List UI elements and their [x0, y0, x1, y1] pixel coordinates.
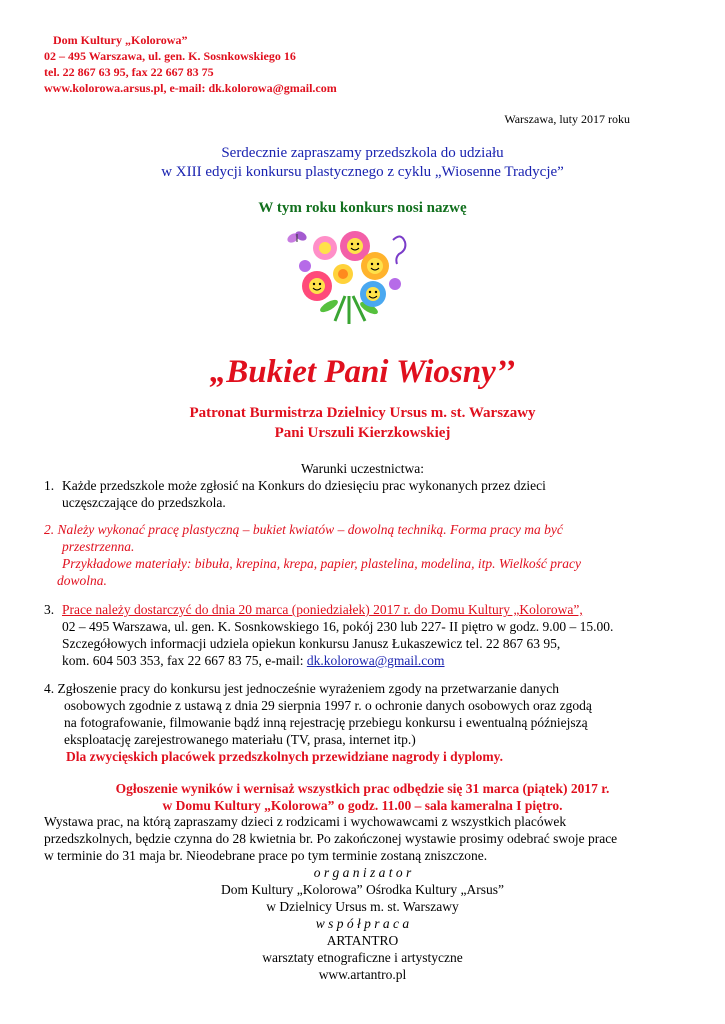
conditions-heading: Warunki uczestnictwa:	[301, 461, 424, 476]
organizer-line-1: Dom Kultury „Kolorowa” Ośrodka Kultury „Arsus”	[220, 882, 505, 897]
cond2-line-2: przestrzenna.	[62, 539, 135, 554]
cond4-line-3: na fotografowanie, filmowanie bądź inną rejestrację przebiegu konkursu i ewentualną późniejszą	[64, 715, 588, 730]
organizer-line-2: w Dzielnicy Ursus m. st. Warszawy	[266, 899, 459, 914]
date-line: Warszawa, luty 2017 roku	[504, 112, 630, 126]
patronage-line-2: Pani Urszuli Kierzkowskiej	[274, 425, 451, 441]
cond3-line-4	[62, 652, 445, 669]
cond4-line-1: 4. Zgłoszenie pracy do konkursu jest jednocześnie wyrażeniem zgody na przetwarzanie danych	[44, 681, 560, 696]
exhibition-line-2: przedszkolnych, będzie czynna do 28 kwietnia br. Po zakończonej wystawie prosimy odebrać swoje prace	[44, 831, 618, 846]
cond1-line-1: Każde przedszkole może zgłosić na Konkurs do dziesięciu prac wykonanych przez dzieci	[62, 478, 546, 493]
header-phone-fax: tel. 22 867 63 95, fax 22 667 83 75	[44, 65, 214, 79]
cooperation-label: w s p ó ł p r a c a	[315, 916, 410, 931]
cond3-number: 3.	[44, 602, 55, 617]
header-web-email[interactable]: www.kolorowa.arsus.pl, e-mail: dk.kolorowa@gmail.com	[44, 81, 337, 95]
butterfly-icon	[286, 230, 308, 245]
cond3-line-3: Szczegółowych informacji udziela opiekun konkursu Janusz Łukaszewicz tel. 22 867 63 95,	[62, 636, 561, 651]
cond4-prizes: Dla zwycięskich placówek przedszkolnych przewidziane nagrody i dyplomy.	[66, 749, 504, 764]
cond2-line-4: dowolna.	[57, 573, 107, 588]
invite-line-1: Serdecznie zapraszamy przedszkola do udziału	[221, 145, 504, 161]
question-mark-swirl-icon	[393, 236, 405, 264]
organizer-label: o r g a n i z a t o r	[313, 865, 412, 880]
cond4-line-4: eksploatację zarejestrowanego materiału (TV, prasa, internet itp.)	[64, 732, 416, 747]
header-address: 02 – 495 Warszawa, ul. gen. K. Sosnkowskiego 16	[44, 49, 296, 63]
cond3-line-4-prefix: kom. 604 503 353, fax 22 667 83 75, e-mail:	[62, 653, 307, 668]
cond1-line-2: uczęszczające do przedszkola.	[62, 495, 226, 510]
cond3-line-2: 02 – 495 Warszawa, ul. gen. K. Sosnkowskiego 16, pokój 230 lub 227- II piętro w godz. 9.00 – 15.00.	[62, 619, 614, 634]
cond2-line-1: 2. Należy wykonać pracę plastyczną – bukiet kwiatów – dowolną techniką. Forma pracy ma być	[44, 522, 563, 537]
exhibition-line-1: Wystawa prac, na którą zapraszamy dzieci z rodzicami i wychowawcami z wszystkich placówek	[44, 814, 567, 829]
contact-email-link[interactable]: dk.kolorowa@gmail.com	[306, 653, 445, 668]
results-line-1: Ogłoszenie wyników i wernisaż wszystkich prac odbędzie się 31 marca (piątek) 2017 r.	[115, 781, 610, 796]
cooperation-website[interactable]: www.artantro.pl	[318, 967, 407, 982]
invite-line-2: w XIII edycji konkursu plastycznego z cyklu „Wiosenne Tradycje”	[161, 164, 564, 180]
cond4-line-2: osobowych zgodnie z ustawą z dnia 29 sierpnia 1997 r. o ochronie danych osobowych oraz zgodą	[64, 698, 592, 713]
flower-bouquet-clipart	[285, 226, 415, 326]
cond3-line-1: Prace należy dostarczyć do dnia 20 marca (poniedziałek) 2017 r. do Domu Kultury „Kolorowa”,	[62, 602, 583, 617]
cooperation-line-2: warsztaty etnograficzne i artystyczne	[262, 950, 463, 965]
exhibition-line-3: w terminie do 31 maja br. Nieodebrane prace po tym terminie zostaną zniszczone.	[44, 848, 488, 863]
results-line-2: w Domu Kultury „Kolorowa” o godz. 11.00 – sala kameralna I piętro.	[162, 798, 563, 813]
header-line-1: Dom Kultury „Kolorowa”	[53, 33, 188, 47]
contest-title: „Bukiet Pani Wiosny’’	[209, 354, 516, 390]
cond2-line-3: Przykładowe materiały: bibuła, krepina, krepa, papier, plastelina, modelina, itp. Wielkość pracy	[62, 556, 582, 571]
contest-name-intro: W tym roku konkurs nosi nazwę	[258, 200, 467, 216]
cond1-number: 1.	[44, 478, 55, 493]
cooperation-line-1: ARTANTRO	[326, 933, 399, 948]
patronage-line-1: Patronat Burmistrza Dzielnicy Ursus m. st. Warszawy	[189, 405, 536, 421]
